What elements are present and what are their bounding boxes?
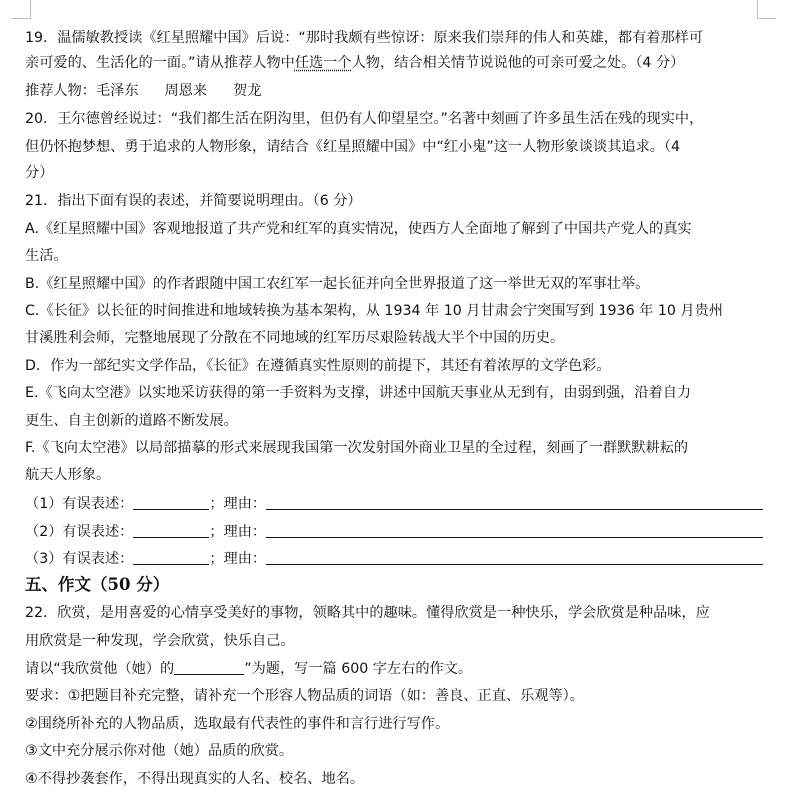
answer-number: （3） (25, 551, 63, 567)
recommend-label: 推荐人物： (25, 83, 96, 99)
q22-requirement-2: ②围绕所补充的人物品质，选取最有代表性的事件和言行进行写作。 (25, 716, 450, 732)
q20-line-1: 20．王尔德曾经说过：“我们都生活在阴沟里，但仍有人仰望星空。”名著中刻画了许多虽生活在残的现实中， (25, 111, 704, 127)
answer-label: 有误表述： (62, 551, 134, 567)
section-five-heading: 五、作文（50 分） (25, 575, 170, 594)
answer-3-statement-blank[interactable] (133, 550, 209, 565)
q22-requirement-1: 要求：①把题目补充完整，请补充一个形容人物品质的词语（如：善良、正直、乐观等）。 (25, 688, 584, 704)
person-he: 贺龙 (233, 83, 262, 99)
q19-recommend-persons (25, 81, 262, 101)
q21-option-d: D．作为一部纪实文学作品，《长征》在遵循真实性原则的前提下，其还有着浓厚的文学色彩。 (25, 358, 611, 374)
answer-2-statement-blank[interactable] (133, 523, 209, 538)
q21-option-c-line-1: C.《长征》以长征的时间推进和地域转换为基本架构，从 1934 年 10 月甘肃会宁突围写到 1936 年 10 月贵州 (25, 303, 723, 319)
answer-1-reason-blank[interactable] (266, 495, 763, 510)
page-corner-mark-left (12, 0, 31, 19)
answer-reason-label: ；理由： (209, 524, 267, 540)
answer-label: 有误表述： (62, 524, 134, 540)
q20-line-3: 分） (25, 165, 54, 181)
q21-answer-3 (25, 549, 763, 569)
q21-option-e-line-1: E.《飞向太空港》以实地采访获得的第一手资料为支撑，讲述中国航天事业从无到有，由弱到强，沿着自力 (25, 385, 692, 401)
page-corner-mark-right (757, 0, 776, 19)
q19-emphasis: 任选一个 (294, 55, 352, 71)
title-prompt-pre: 请以“我欣赏他（她）的 (25, 661, 175, 677)
person-zhou: 周恩来 (164, 83, 208, 99)
q21-answer-1 (25, 494, 763, 514)
q22-line-2: 用欣赏是一种发现，学会欣赏，快乐自己。 (25, 633, 295, 649)
q21-intro: 21．指出下面有误的表述，并简要说明理由。（6 分） (25, 193, 362, 209)
answer-1-statement-blank[interactable] (133, 495, 209, 510)
q22-title-prompt (25, 659, 472, 679)
q19-line-2 (25, 53, 684, 73)
q19-line-2-post: 人物，结合相关情节说说他的可亲可爱之处。（4 分） (351, 55, 685, 71)
q20-line-2: 但仍怀抱梦想、勇于追求的人物形象，请结合《红星照耀中国》中“红小鬼”这一人物形象谈谈其追求。（4 (25, 139, 681, 155)
q21-option-f-line-2: 航天人形象。 (25, 467, 111, 483)
answer-number: （1） (25, 496, 63, 512)
q21-option-f-line-1: F.《飞向太空港》以局部描摹的形式来展现我国第一次发射国外商业卫星的全过程，刻画了一群默默耕耘的 (25, 440, 689, 456)
q21-option-e-line-2: 更生、自主创新的道路不断发展。 (25, 413, 238, 429)
answer-number: （2） (25, 524, 63, 540)
q21-option-a-line-2: 生活。 (25, 248, 68, 264)
title-blank[interactable] (174, 660, 244, 675)
q19-line-2-pre: 亲可爱的、生活化的一面。”请从推荐人物中 (25, 55, 295, 71)
q21-option-a-line-1: A.《红星照耀中国》客观地报道了共产党和红军的真实情况，使西方人全面地了解到了中国共产党人的真实 (25, 221, 692, 237)
person-mao: 毛泽东 (95, 83, 139, 99)
q22-line-1: 22．欣赏，是用喜爱的心情享受美好的事物，领略其中的趣味。懂得欣赏是一种快乐，学会欣赏是种品味，应 (25, 605, 710, 621)
q21-option-c-line-2: 甘溪胜利会师，完整地展现了分散在不同地域的红军历尽艰险转战大半个中国的历史。 (25, 330, 565, 346)
answer-3-reason-blank[interactable] (266, 550, 763, 565)
q19-line-1: 19．温儒敏教授读《红星照耀中国》后说：“那时我颇有些惊讶：原来我们崇拜的伟人和英雄，都有着那样可 (25, 30, 704, 46)
q22-requirement-3: ③文中充分展示你对他（她）品质的欣赏。 (25, 743, 294, 759)
q21-answer-2 (25, 522, 763, 542)
q22-requirement-4: ④不得抄袭套作，不得出现真实的人名、校名、地名。 (25, 771, 365, 787)
answer-2-reason-blank[interactable] (266, 523, 763, 538)
q21-option-b: B.《红星照耀中国》的作者跟随中国工农红军一起长征并向全世界报道了这一举世无双的军事壮举。 (25, 276, 650, 292)
answer-reason-label: ；理由： (209, 496, 267, 512)
title-prompt-post: ”为题，写一篇 600 字左右的作文。 (244, 661, 473, 677)
answer-reason-label: ；理由： (209, 551, 267, 567)
answer-label: 有误表述： (62, 496, 134, 512)
